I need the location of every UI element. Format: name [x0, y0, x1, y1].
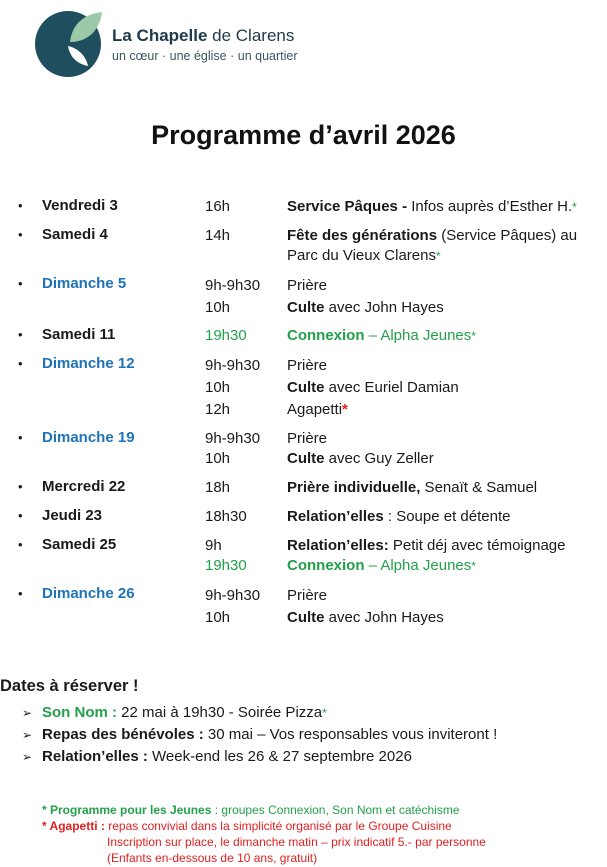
- bullet-icon: •: [18, 430, 23, 445]
- bullet-icon: •: [18, 586, 23, 601]
- church-logo-icon: [32, 6, 104, 78]
- program-time: 9h-9h30 10h: [205, 277, 261, 316]
- reserve-item: ➢ Relation’elles : Week-end les 26 & 27 septembre 2026: [22, 746, 497, 768]
- program-time: 19h30: [205, 327, 247, 344]
- note-jeunes: * Programme pour les Jeunes : groupes Connexion, Son Nom et catéchisme: [42, 803, 460, 817]
- program-day: Dimanche 5: [42, 275, 127, 292]
- program-description: Prière Culte avec John Hayes: [287, 587, 444, 626]
- program-description: Prière Culte avec John Hayes: [287, 277, 444, 316]
- arrow-bullet-icon: ➢: [22, 706, 33, 720]
- program-time: 9h-9h30 10h: [205, 587, 261, 626]
- bullet-icon: •: [18, 227, 23, 242]
- program-day: Samedi 4: [42, 226, 108, 243]
- program-description: Relation’elles : Soupe et détente: [287, 508, 511, 525]
- header: [32, 6, 332, 78]
- brand-name: La Chapelle de Clarens: [112, 26, 295, 45]
- program-day: Dimanche 19: [42, 429, 135, 446]
- program-description: Service Pâques - Infos auprès d’Esther H.*: [287, 198, 577, 215]
- program-time: 18h: [205, 479, 231, 496]
- arrow-bullet-icon: ➢: [22, 728, 33, 742]
- note-agapetti: * Agapetti : repas convivial dans la simplicité organisé par le Groupe Cuisine: [42, 819, 452, 833]
- program-day: Dimanche 26: [42, 585, 135, 602]
- program-day: Vendredi 3: [42, 197, 118, 214]
- program-time: 9h-9h30 10h 12h: [205, 357, 261, 418]
- program-description: Relation’elles: Petit déj avec témoignage Connexion – Alpha Jeunes*: [287, 537, 566, 574]
- bullet-icon: •: [18, 479, 23, 494]
- bullet-icon: •: [18, 537, 23, 552]
- program-description: Prière individuelle, Senaït & Samuel: [287, 479, 538, 496]
- brand-tagline: un cœur · une église · un quartier: [112, 49, 298, 63]
- bullet-icon: •: [18, 276, 23, 291]
- page-title: Programme d’avril 2026: [151, 120, 456, 150]
- program-day: Dimanche 12: [42, 355, 135, 372]
- bullet-icon: •: [18, 356, 23, 371]
- program-day: Samedi 11: [42, 326, 116, 343]
- note-agapetti-line2: Inscription sur place, le dimanche matin – prix indicatif 5.- par personne: [107, 835, 486, 849]
- program-day: Jeudi 23: [42, 507, 103, 524]
- program-time: 16h: [205, 198, 231, 215]
- program-description: Fête des générations (Service Pâques) au Parc du Vieux Clarens*: [287, 227, 578, 264]
- program-day: Samedi 25: [42, 536, 117, 553]
- program-description: Prière Culte avec Euriel Damian Agapetti*: [287, 357, 459, 418]
- bullet-icon: •: [18, 198, 23, 213]
- program-description: Connexion – Alpha Jeunes*: [287, 327, 476, 344]
- program-time: 18h30: [205, 508, 247, 525]
- arrow-bullet-icon: ➢: [22, 750, 33, 764]
- bullet-icon: •: [18, 508, 23, 523]
- reserve-list: [22, 702, 497, 768]
- reserve-title: Dates à réserver !: [0, 677, 139, 695]
- reserve-item: ➢ Repas des bénévoles : 30 mai – Vos responsables vous inviteront !: [22, 724, 497, 746]
- program-time: 9h-9h30 10h: [205, 430, 261, 467]
- footnotes: [42, 802, 486, 866]
- program-time: 14h: [205, 227, 231, 244]
- bullet-icon: •: [18, 327, 23, 342]
- program-time: 9h 19h30: [205, 537, 247, 574]
- program-description: Prière Culte avec Guy Zeller: [287, 430, 434, 467]
- reserve-item: ➢ Son Nom : 22 mai à 19h30 - Soirée Pizza*: [22, 702, 497, 724]
- note-agapetti-line3: (Enfants en-dessous de 10 ans, gratuit): [107, 851, 318, 865]
- program-day: Mercredi 22: [42, 478, 126, 495]
